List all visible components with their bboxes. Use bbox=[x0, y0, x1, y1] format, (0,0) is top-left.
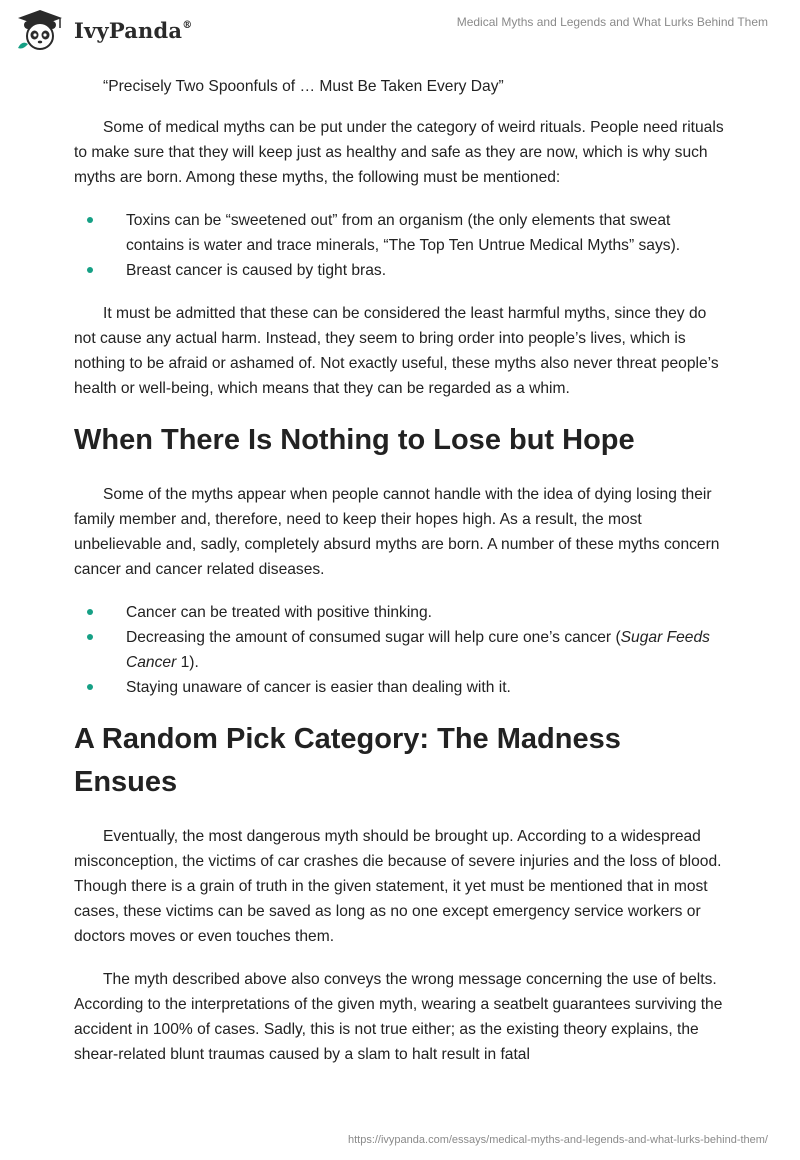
section-heading: A Random Pick Category: The Madness Ensues bbox=[74, 723, 621, 798]
bullet-icon bbox=[87, 634, 93, 640]
document-title: Medical Myths and Legends and What Lurks Behind Them bbox=[456, 15, 768, 29]
list-item: Breast cancer is caused by tight bras. bbox=[74, 258, 726, 283]
paragraph: Some of medical myths can be put under the category of weird rituals. People need rituals to make sure that they will keep just as healthy and safe as they are now, which is why such myths are born. Among these myths, the following must be mentioned: bbox=[74, 119, 724, 186]
list-item: Cancer can be treated with positive thinking. bbox=[74, 600, 726, 625]
list-item: Toxins can be “sweetened out” from an organism (the only elements that sweat contains is water and trace minerals, “The Top Ten Untrue Medical Myths” says). bbox=[74, 208, 726, 258]
bullet-icon bbox=[87, 267, 93, 273]
bullet-icon bbox=[87, 684, 93, 690]
bullet-icon bbox=[87, 609, 93, 615]
ivypanda-logo[interactable] bbox=[14, 8, 192, 52]
quote-subheading: “Precisely Two Spoonfuls of … Must Be Taken Every Day” bbox=[103, 78, 504, 95]
section-heading: When There Is Nothing to Lose but Hope bbox=[74, 424, 635, 456]
bullet-icon bbox=[87, 217, 93, 223]
bullet-list bbox=[74, 208, 726, 283]
paragraph: Some of the myths appear when people cannot handle with the idea of dying losing their family member and, therefore, need to keep their hopes high. As a result, the most unbelievable and, sadly, completely absurd myths are born. A number of these myths concern cancer and cancer related diseases. bbox=[74, 486, 720, 578]
cited-source: Sugar Feeds Cancer bbox=[126, 629, 710, 671]
page-header bbox=[0, 0, 800, 60]
essay-content bbox=[74, 74, 726, 1085]
bullet-list bbox=[74, 600, 726, 700]
list-item: Decreasing the amount of consumed sugar will help cure one’s cancer (Sugar Feeds Cancer 1). bbox=[74, 625, 726, 675]
brand-name: IvyPanda® bbox=[74, 17, 193, 43]
paragraph: Eventually, the most dangerous myth should be brought up. According to a widespread misconception, the victims of car crashes die because of severe injuries and the loss of blood. Though there is a grain of truth in the given statement, it yet must be mentioned that in most cases, these victims can be saved as long as no one except emergency service workers or doctors moves or even touches them. bbox=[74, 828, 722, 945]
list-item: Staying unaware of cancer is easier than dealing with it. bbox=[74, 675, 726, 700]
paragraph: The myth described above also conveys the wrong message concerning the use of belts. According to the interpretations of the given myth, wearing a seatbelt guarantees surviving the accident in 100% of cases. Sadly, this is not true either; as the existing theory explains, the shear-related blunt traumas caused by a slam to halt result in fatal bbox=[74, 971, 723, 1063]
panda-graduate-icon bbox=[14, 8, 66, 52]
paragraph: It must be admitted that these can be considered the least harmful myths, since they do not cause any actual harm. Instead, they seem to bring order into people’s lives, which is nothing to be afraid or ashamed of. Not exactly useful, these myths also never threat people’s health or well-being, which means that they can be regarded as a whim. bbox=[74, 305, 719, 397]
source-url-link[interactable]: https://ivypanda.com/essays/medical-myths-and-legends-and-what-lurks-behind-them/ bbox=[347, 1134, 768, 1146]
